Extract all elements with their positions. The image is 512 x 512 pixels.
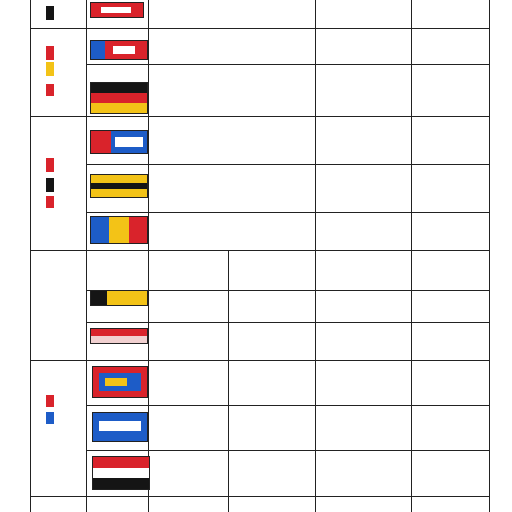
table-cell — [316, 29, 411, 64]
flag-image — [90, 174, 148, 198]
table-cell — [412, 406, 489, 450]
table-cell — [316, 361, 411, 405]
flag-image — [92, 366, 148, 398]
table-sheet — [30, 0, 490, 512]
table-cell — [412, 361, 489, 405]
table-cell — [149, 323, 227, 360]
flag-image — [92, 412, 148, 442]
table-cell — [316, 291, 411, 322]
table-cell — [229, 361, 314, 405]
grid-line — [489, 0, 490, 512]
table-cell — [210, 117, 314, 164]
table-cell — [229, 323, 314, 360]
flag-image — [90, 290, 148, 306]
color-marker — [46, 158, 54, 172]
color-marker — [46, 46, 54, 60]
flag-image — [90, 2, 144, 18]
color-marker — [46, 412, 54, 424]
flag-image — [90, 216, 148, 244]
color-marker — [46, 178, 54, 192]
table-cell — [412, 165, 489, 212]
table-cell — [316, 251, 411, 290]
table-cell — [412, 291, 489, 322]
table-cell — [149, 213, 314, 250]
table-cell — [229, 406, 314, 450]
table-cell — [412, 213, 489, 250]
table-cell — [316, 65, 411, 116]
grid-line — [30, 0, 31, 512]
table-cell — [316, 323, 411, 360]
table-cell — [149, 406, 227, 450]
table-cell — [149, 291, 314, 322]
table-cell — [412, 29, 489, 64]
flag-image — [92, 456, 150, 490]
color-marker — [46, 395, 54, 407]
table-cell — [149, 29, 314, 64]
grid-line — [86, 0, 87, 512]
grid-line — [30, 496, 490, 497]
table-cell — [316, 213, 411, 250]
table-cell — [149, 65, 314, 116]
table-cell — [412, 323, 489, 360]
table-cell — [412, 117, 489, 164]
table-cell — [149, 117, 209, 164]
table-cell — [149, 165, 314, 212]
flag-image — [90, 40, 148, 60]
flag-image — [90, 82, 148, 114]
flag-image — [90, 130, 148, 154]
table-cell — [149, 251, 227, 290]
table-cell — [316, 0, 411, 28]
table-cell — [229, 251, 314, 290]
table-cell — [149, 361, 227, 405]
table-cell — [412, 65, 489, 116]
table-cell — [149, 0, 314, 28]
color-marker — [46, 62, 54, 76]
flag-image — [90, 328, 148, 344]
table-cell — [412, 251, 489, 290]
color-marker — [46, 196, 54, 208]
table-cell — [412, 0, 489, 28]
color-marker — [46, 6, 54, 20]
grid-line — [86, 450, 490, 451]
table-cell — [316, 117, 411, 164]
color-marker — [46, 84, 54, 96]
